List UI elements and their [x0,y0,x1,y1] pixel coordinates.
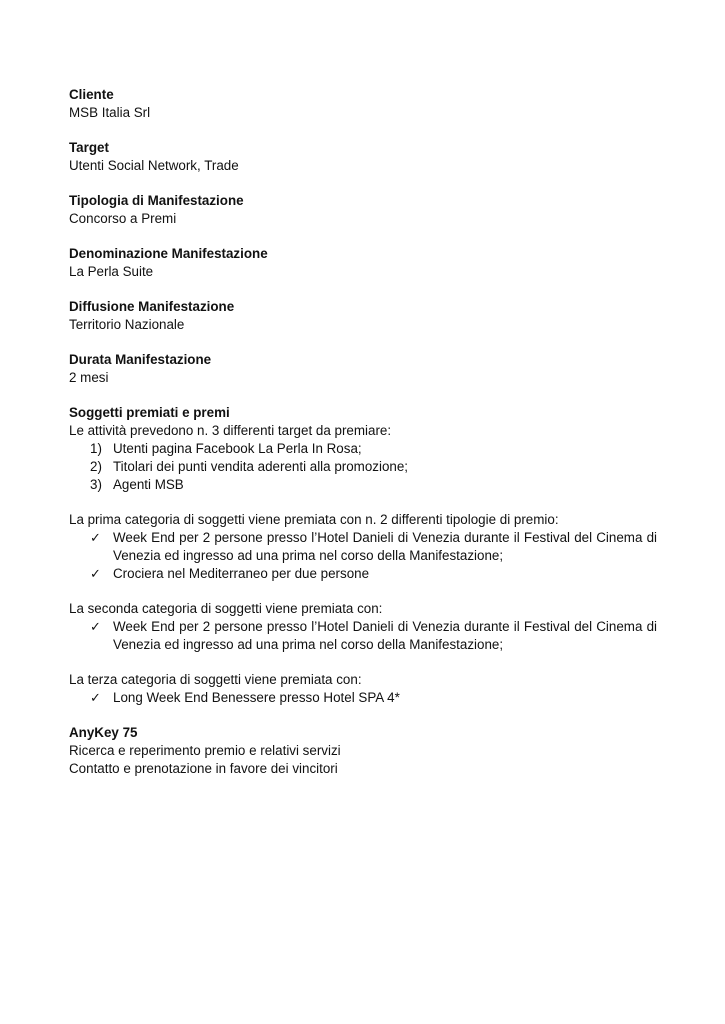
section-value: Territorio Nazionale [69,317,185,332]
checkmark-icon: ✓ [90,619,101,634]
checkmark-icon: ✓ [90,566,101,581]
section-label: Denominazione Manifestazione [69,246,268,261]
list-item-text: Long Week End Benessere presso Hotel SPA 4* [113,690,400,705]
list-number: 1) [90,441,102,456]
list-number: 3) [90,477,102,492]
document-page [69,86,657,795]
section-durata [69,351,657,387]
list-number: 2) [90,459,102,474]
prizes-intro: Le attività prevedono n. 3 differenti target da premiare: [69,423,392,438]
section-cliente [69,86,657,122]
section-label: Cliente [69,87,114,102]
list-item [69,476,657,494]
targets-list [69,440,657,494]
section-label: AnyKey 75 [69,725,138,740]
section-label: Soggetti premiati e premi [69,405,230,420]
section-value: Concorso a Premi [69,211,177,226]
prize-list [69,689,657,707]
section-tipologia [69,192,657,228]
section-value: La Perla Suite [69,264,154,279]
section-value: MSB Italia Srl [69,105,151,120]
list-item-text: Crociera nel Mediterraneo per due persone [113,566,370,581]
section-label: Diffusione Manifestazione [69,299,235,314]
list-item [69,458,657,476]
category-intro: La prima categoria di soggetti viene premiata con n. 2 differenti tipologie di premio: [69,512,559,527]
category-second [69,600,657,654]
list-item [69,565,657,583]
list-item-text: Titolari dei punti vendita aderenti alla promozione; [113,459,409,474]
section-label: Tipologia di Manifestazione [69,193,244,208]
list-item-text: Week End per 2 persone presso l’Hotel Danieli di Venezia durante il Festival del Cinema di Venezia ed ingresso ad una prima nel corso della Manifestazione; [113,530,657,563]
category-intro: La terza categoria di soggetti viene premiata con: [69,672,362,687]
section-target [69,139,657,175]
category-first [69,511,657,583]
section-label: Durata Manifestazione [69,352,212,367]
prize-list [69,529,657,583]
prize-list [69,618,657,654]
category-intro: La seconda categoria di soggetti viene premiata con: [69,601,383,616]
anykey-line: Contatto e prenotazione in favore dei vincitori [69,761,338,776]
section-anykey [69,724,657,778]
category-third [69,671,657,707]
section-label: Target [69,140,109,155]
list-item [69,689,657,707]
list-item-text: Agenti MSB [113,477,184,492]
list-item-text: Utenti pagina Facebook La Perla In Rosa; [113,441,362,456]
section-value: Utenti Social Network, Trade [69,158,239,173]
section-value: 2 mesi [69,370,109,385]
checkmark-icon: ✓ [90,530,101,545]
section-denominazione [69,245,657,281]
checkmark-icon: ✓ [90,690,101,705]
anykey-line: Ricerca e reperimento premio e relativi servizi [69,743,341,758]
section-diffusione [69,298,657,334]
section-soggetti-premiati [69,404,657,494]
list-item-text: Week End per 2 persone presso l’Hotel Danieli di Venezia durante il Festival del Cinema di Venezia ed ingresso ad una prima nel corso della Manifestazione; [113,619,657,652]
list-item [69,529,657,565]
list-item [69,440,657,458]
list-item [69,618,657,654]
